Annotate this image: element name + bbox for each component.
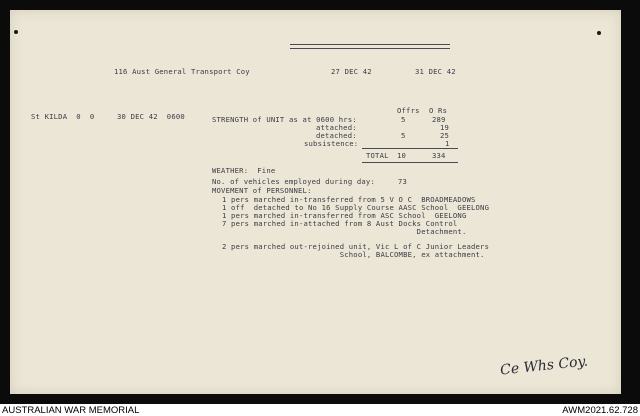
entry-place: St KILDA 0 0 [31, 112, 95, 121]
movement-line: 1 off detached to No 16 Supply Course AASC School GEELONG [222, 203, 490, 212]
movement-line: 1 pers marched in-transferred from 5 V O C BROADMEADOWS [222, 195, 476, 204]
movement-line: 1 pers marched in-transferred from ASC School GEELONG [222, 211, 467, 220]
footer-accession-number: AWM2021.62.728 [562, 405, 638, 416]
col-offrs-heading: Offrs [397, 106, 420, 115]
movement-line: Detachment. [222, 227, 467, 236]
detached-label: detached: [316, 131, 357, 140]
movement-line: 2 pers marched out-rejoined unit, Vic L of C Junior Leaders [222, 242, 490, 251]
date-from: 27 DEC 42 [331, 67, 372, 76]
strength-label: STRENGTH of UNIT as at 0600 hrs: [212, 115, 357, 124]
vehicles-value: 73 [398, 177, 408, 186]
punch-hole-left [14, 30, 18, 34]
detached-offrs: 5 [401, 131, 406, 140]
col-ors-heading: O Rs [429, 106, 448, 115]
attached-label: attached: [316, 123, 357, 132]
detached-ors: 25 [440, 131, 450, 140]
attached-ors: 19 [440, 123, 450, 132]
vehicles-label: No. of vehicles employed during day: [212, 177, 375, 186]
subsistence-ors: 1 [445, 139, 450, 148]
movement-heading: MOVEMENT of PERSONNEL: [212, 186, 312, 195]
date-to: 31 DEC 42 [415, 67, 456, 76]
strength-offrs: 5 [401, 115, 406, 124]
movement-line: School, BALCOMBE, ex attachment. [222, 250, 485, 259]
movement-line: 7 pers marched in-attached from 8 Aust Docks Control [222, 219, 458, 228]
header-double-rule [290, 44, 450, 49]
total-rule-top [362, 148, 458, 149]
total-rule-bottom [362, 162, 458, 163]
footer-archive-name: AUSTRALIAN WAR MEMORIAL [2, 405, 140, 416]
weather-line: WEATHER: Fine [212, 166, 276, 175]
unit-name: 116 Aust General Transport Coy [114, 67, 250, 76]
total-offrs: 10 [397, 151, 407, 160]
total-ors: 334 [432, 151, 446, 160]
total-label: TOTAL [366, 151, 389, 160]
strength-ors: 289 [432, 115, 446, 124]
subsistence-label: subsistence: [304, 139, 359, 148]
entry-datetime: 30 DEC 42 0600 [117, 112, 185, 121]
handwritten-signature: Ce Whs Coy. [499, 353, 589, 379]
punch-hole-right [597, 31, 601, 35]
